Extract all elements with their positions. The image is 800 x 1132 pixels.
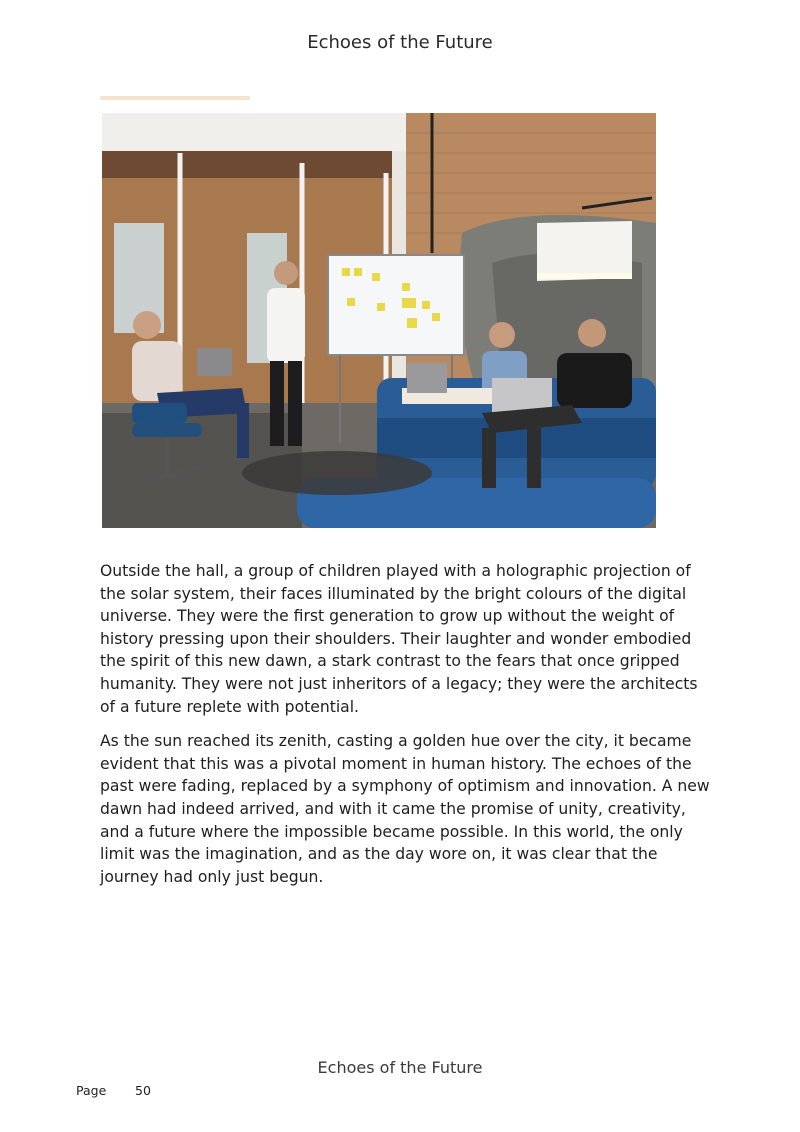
page-footer-title: Echoes of the Future [317, 1058, 483, 1077]
team-meeting-photo [102, 113, 656, 528]
paragraph: Outside the hall, a group of children played with a holographic projection of the solar system, their faces illuminated by the bright colours of the digital universe. They were the first generation to grow up without the weight of history pressing upon their shoulders. Their laughter and wonder embodied the spirit of this new dawn, a stark contrast to the fears that once gripped humanity. They were not just inheritors of a legacy; they were the architects of a future replete with potential. [100, 562, 698, 716]
page-label: Page [76, 1083, 107, 1098]
page-number: 50 [135, 1083, 151, 1098]
page-header-title: Echoes of the Future [307, 32, 493, 53]
accent-divider [100, 96, 250, 100]
body-text [100, 560, 715, 900]
paragraph: As the sun reached its zenith, casting a golden hue over the city, it became evident that this was a pivotal moment in human history. The echoes of the past were fading, replaced by a symphony of optimism and innovation. A new dawn had indeed arrived, and with it came the promise of unity, creativity, and a future where the impossible became possible. In this world, the only limit was the imagination, and as the day wore on, it was clear that the journey had only just begun. [100, 732, 710, 886]
